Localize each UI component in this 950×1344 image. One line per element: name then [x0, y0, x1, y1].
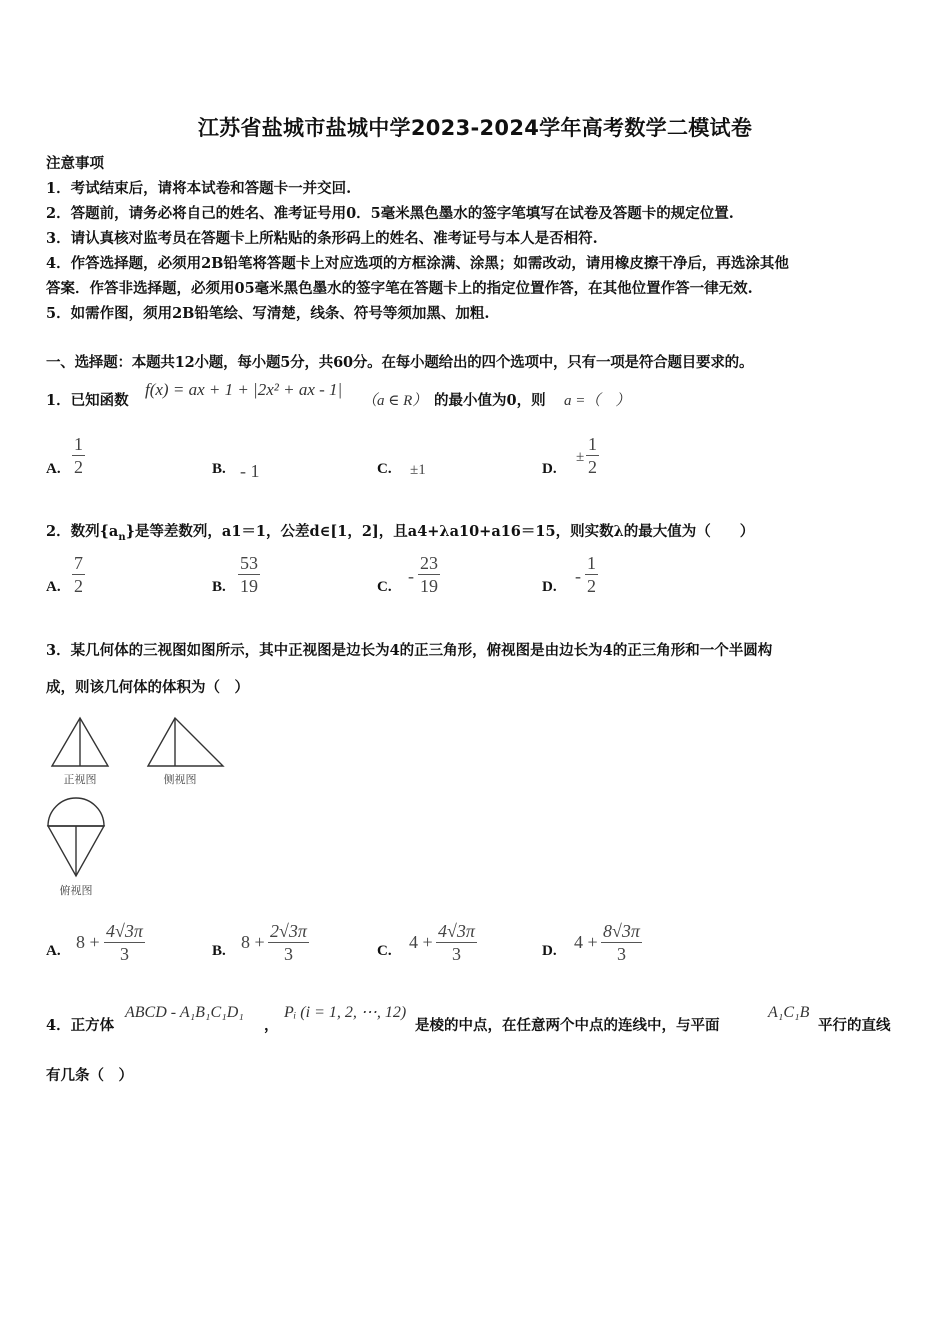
- q1-option-d-fraction: [586, 433, 599, 478]
- q3-option-d-den: 3: [616, 944, 626, 964]
- q3-option-d-num: 8√3π: [603, 921, 640, 941]
- q1-option-a-label: A.: [46, 461, 61, 477]
- q3-option-b-lead: 8 +: [241, 932, 265, 952]
- q3-option-b-den: 3: [283, 944, 293, 964]
- q2-stem-part: 4+λa10+a16＝15，则实数λ的最大值为（ ）: [417, 523, 755, 540]
- q2-stem-part: 2．数列{a: [46, 523, 119, 540]
- q3-option-a-fraction: [104, 920, 145, 965]
- section-heading: 一、选择题：本题共12小题，每小题5分，共60分。在每小题给出的四个选项中，只有一项是符合题目要求的。: [46, 354, 754, 371]
- q2-option-a-label: A.: [46, 579, 61, 595]
- page-title: 江苏省盐城市盐城中学2023-2024学年高考数学二模试卷: [197, 116, 753, 140]
- q2-option-a-den: 2: [74, 576, 83, 596]
- q1-option-d-label: D.: [542, 461, 557, 477]
- q3-option-a-label: A.: [46, 943, 61, 959]
- q2-option-d-den: 2: [587, 576, 596, 596]
- q1-option-b-label: B.: [212, 461, 226, 477]
- q3-option-d-fraction: [601, 920, 642, 965]
- q2-option-d-num: 1: [587, 553, 596, 573]
- q2-option-d-label: D.: [542, 579, 557, 595]
- front-view-label: 正视图: [63, 773, 97, 786]
- notice-heading: 注意事项: [46, 155, 104, 172]
- q3-option-a-den: 3: [119, 944, 129, 964]
- notice-item: 2．答题前，请务必将自己的姓名、准考证号用0．5毫米黑色墨水的签字笔填写在试卷及答题卡的规定位置.: [46, 205, 734, 222]
- q2-option-c-label: C.: [377, 579, 392, 595]
- top-view-label: 俯视图: [59, 884, 93, 897]
- q2-stem-sub: n: [118, 531, 126, 543]
- q3-option-d-lead: 4 +: [574, 932, 598, 952]
- q3-option-a-num: 4√3π: [106, 921, 143, 941]
- q1-option-a-fraction: [72, 433, 85, 478]
- q2-option-c-fraction: [418, 552, 440, 597]
- q1-option-b-value: - 1: [240, 461, 260, 481]
- q3-line2: 成，则该几何体的体积为（ ）: [46, 679, 249, 696]
- q1-formula: f(x) = ax + 1 + |2x² + ax - 1|: [145, 380, 343, 399]
- q3-option-c-lead: 4 +: [409, 932, 433, 952]
- side-view-label: 侧视图: [163, 773, 197, 786]
- notice-item: 答案．作答非选择题，必须用05毫米黑色墨水的签字笔在答题卡上的指定位置作答，在其他位置作答一律无效.: [46, 280, 753, 297]
- notice-item: 3．请认真核对监考员在答题卡上所粘贴的条形码上的姓名、准考证号与本人是否相符.: [46, 230, 598, 247]
- q1-suffix: 的最小值为0，则: [434, 392, 546, 409]
- q1-option-a-num: 1: [74, 434, 83, 454]
- q2-stem: [46, 520, 754, 543]
- q4-cube: ABCD - A₁B₁C₁D₁: [125, 1004, 244, 1021]
- q1-option-d-sign: ±: [576, 449, 585, 465]
- q3-line1: 3．某几何体的三视图如图所示，其中正视图是边长为4的正三角形，俯视图是由边长为4的正三角形和一个半圆构: [46, 642, 773, 659]
- q4-line2: 有几条（ ）: [46, 1067, 133, 1084]
- q2-option-c-sign: -: [408, 566, 414, 586]
- q3-option-a-lead: 8 +: [76, 932, 100, 952]
- q2-stem-part: }是等差数列，a: [125, 523, 232, 540]
- notice-item: 1．考试结束后，请将本试卷和答题卡一并交回.: [46, 180, 352, 197]
- q2-option-b-label: B.: [212, 579, 226, 595]
- notice-item: 4．作答选择题，必须用2B铅笔将答题卡上对应选项的方框涂满、涂黑；如需改动，请用橡皮擦干净后，再选涂其他: [46, 255, 789, 272]
- q3-option-b-fraction: [268, 920, 309, 965]
- q1-option-d-num: 1: [588, 434, 597, 454]
- q1-condition: （a ∈ R）: [362, 393, 428, 409]
- q2-option-d-fraction: [585, 552, 598, 597]
- q4-points: Pᵢ (i = 1, 2, ⋯, 12): [284, 1004, 407, 1021]
- q2-option-c-num: 23: [420, 553, 438, 573]
- q1-option-c-value: ±1: [410, 462, 426, 478]
- q3-option-c-num: 4√3π: [438, 921, 475, 941]
- q1-option-c-label: C.: [377, 461, 392, 477]
- q4-plane: A₁C₁B: [768, 1004, 810, 1021]
- q4-prefix: 4．正方体: [46, 1017, 115, 1034]
- q2-stem-part: 1＝1，公差d∈[1，2]，且a: [231, 523, 418, 540]
- q3-option-d-label: D.: [542, 943, 557, 959]
- notice-item: 5．如需作图，须用2B铅笔绘、写清楚，线条、符号等须加黑、加粗.: [46, 305, 490, 322]
- side-view: [148, 718, 223, 766]
- q2-option-b-fraction: [238, 552, 260, 597]
- q4-suffix: 平行的直线: [818, 1017, 891, 1034]
- q4-mid: 是棱的中点，在任意两个中点的连线中，与平面: [415, 1017, 720, 1034]
- q2-option-a-fraction: [72, 552, 85, 597]
- top-view: [48, 798, 104, 876]
- q3-option-b-label: B.: [212, 943, 226, 959]
- top-view-semicircle: [48, 798, 104, 826]
- q3-option-c-label: C.: [377, 943, 392, 959]
- q1-tail: a =（ ）: [564, 393, 631, 409]
- q3-option-c-fraction: [436, 920, 477, 965]
- three-view-figure: [40, 708, 240, 908]
- front-view: [52, 718, 108, 766]
- q2-option-b-den: 19: [240, 576, 258, 596]
- q2-option-b-num: 53: [240, 553, 258, 573]
- side-view-triangle: [148, 718, 223, 766]
- q3-option-b-num: 2√3π: [270, 921, 307, 941]
- q1-option-a-den: 2: [74, 457, 83, 477]
- q3-option-c-den: 3: [451, 944, 461, 964]
- q1-option-d-den: 2: [588, 457, 597, 477]
- q2-option-a-num: 7: [74, 553, 83, 573]
- q2-option-c-den: 19: [420, 576, 438, 596]
- q2-option-d-sign: -: [575, 566, 581, 586]
- q1-prefix: 1．已知函数: [46, 392, 129, 409]
- q4-comma: ，: [264, 1017, 279, 1034]
